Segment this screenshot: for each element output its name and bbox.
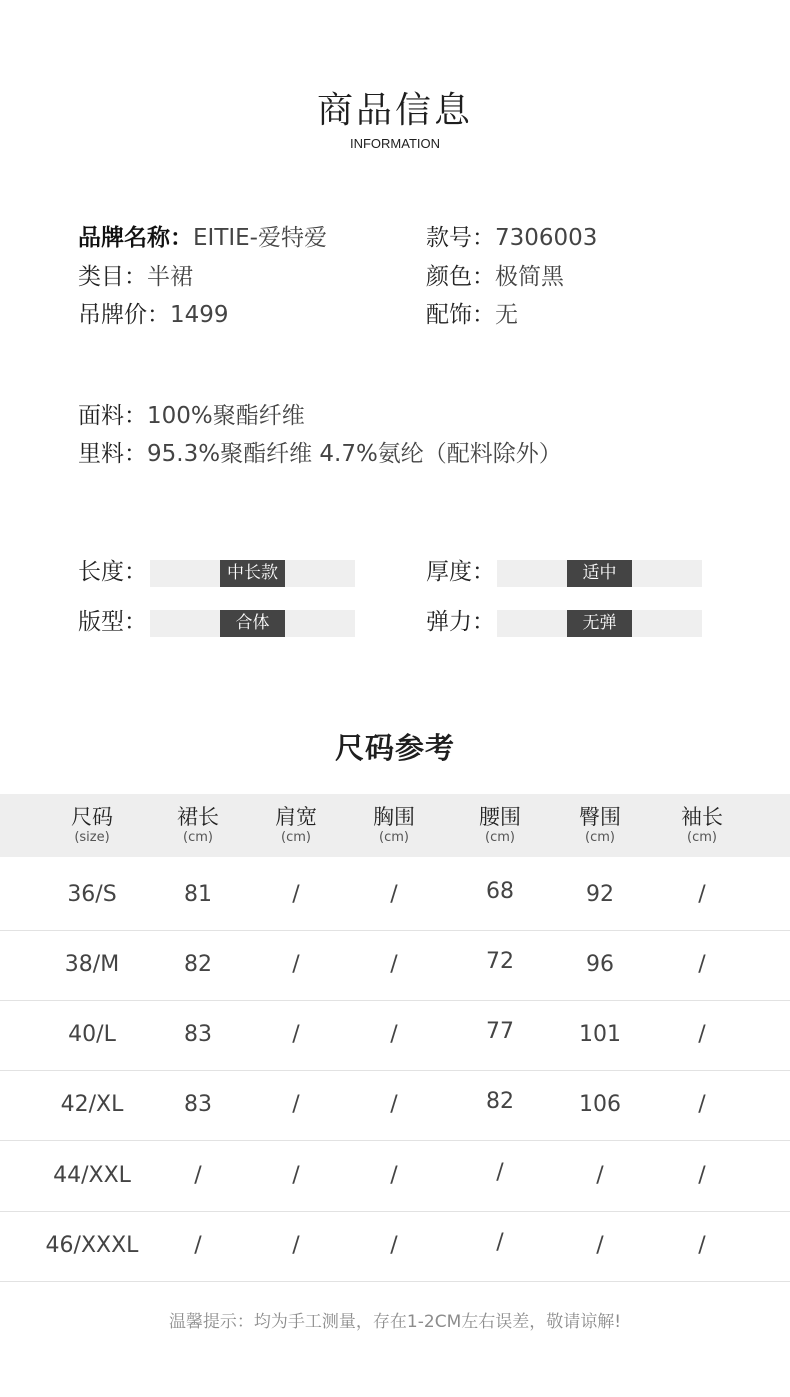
table-row — [0, 1140, 790, 1212]
table-cell: 81 — [184, 882, 212, 907]
col-bust — [344, 804, 444, 846]
lining-fabric-label: 里料： — [78, 441, 147, 467]
table-cell: 83 — [184, 1022, 212, 1047]
size-table-title: 尺码参考 — [334, 731, 455, 765]
col-size — [42, 804, 142, 846]
col-header-unit: (cm) — [585, 830, 615, 845]
table-cell: 77 — [486, 1019, 514, 1044]
size-table-header — [0, 794, 790, 857]
table-cell: / — [596, 1163, 604, 1188]
table-cell: / — [698, 1233, 706, 1258]
col-header-label: 胸围 — [373, 805, 415, 829]
col-hip — [550, 804, 650, 846]
elasticity-tag: 无弹 — [567, 610, 632, 637]
table-cell: 92 — [586, 882, 614, 907]
section-title: 商品信息 — [316, 90, 473, 131]
table-cell: / — [390, 1233, 398, 1258]
table-cell: / — [292, 952, 300, 977]
price-row — [78, 300, 229, 330]
elasticity-label: 弹力： — [426, 609, 495, 635]
table-cell: / — [390, 1092, 398, 1117]
price-label: 吊牌价： — [78, 302, 170, 328]
table-cell: 83 — [184, 1092, 212, 1117]
section-subtitle: INFORMATION — [349, 136, 441, 151]
style-no-value: 7306003 — [495, 225, 598, 251]
table-cell: 101 — [579, 1022, 621, 1047]
col-skirt-length — [148, 804, 248, 846]
table-cell: / — [390, 952, 398, 977]
col-header-label: 臀围 — [579, 805, 621, 829]
length-scale — [150, 560, 355, 587]
col-header-unit: (cm) — [687, 830, 717, 845]
table-row — [0, 929, 790, 1001]
fit-label: 版型： — [78, 609, 147, 635]
col-header-label: 肩宽 — [275, 805, 317, 829]
table-cell: / — [292, 1163, 300, 1188]
col-header-unit: (size) — [74, 830, 110, 845]
measurement-note: 温馨提示：均为手工测量，存在1-2CM左右误差，敬请谅解! — [168, 1312, 622, 1332]
table-cell: / — [292, 1022, 300, 1047]
table-cell: / — [390, 882, 398, 907]
shell-fabric-row — [78, 401, 305, 431]
col-header-unit: (cm) — [281, 830, 311, 845]
table-row — [0, 1069, 790, 1141]
col-header-unit: (cm) — [183, 830, 213, 845]
thickness-tag: 适中 — [567, 560, 632, 587]
table-cell: 44/XXL — [53, 1163, 131, 1188]
table-cell: / — [194, 1233, 202, 1258]
length-label: 长度： — [78, 559, 147, 585]
accessory-value: 无 — [495, 302, 518, 328]
table-cell: / — [390, 1163, 398, 1188]
table-cell: / — [390, 1022, 398, 1047]
section-header — [0, 88, 790, 152]
lining-fabric-row — [78, 439, 562, 469]
table-cell: 42/XL — [60, 1092, 124, 1117]
table-row — [0, 1210, 790, 1282]
color-label: 颜色： — [426, 264, 495, 290]
brand-value: EITIE-爱特爱 — [193, 225, 327, 251]
table-cell: / — [698, 1092, 706, 1117]
price-value: 1499 — [170, 302, 229, 328]
col-header-label: 袖长 — [681, 805, 723, 829]
length-tag: 中长款 — [220, 560, 285, 587]
lining-fabric-value: 95.3%聚酯纤维 4.7%氨纶（配料除外） — [147, 441, 562, 467]
category-label: 类目： — [78, 264, 147, 290]
fit-scale — [150, 610, 355, 637]
table-cell: / — [698, 952, 706, 977]
col-header-unit: (cm) — [379, 830, 409, 845]
table-cell: 82 — [184, 952, 212, 977]
table-row — [0, 859, 790, 931]
accessory-row — [426, 300, 518, 330]
brand-label: 品牌名称： — [78, 225, 193, 251]
thickness-label: 厚度： — [426, 559, 495, 585]
style-no-row — [426, 223, 597, 253]
table-row — [0, 999, 790, 1071]
col-waist — [450, 804, 550, 846]
table-cell: / — [698, 1022, 706, 1047]
col-header-label: 尺码 — [71, 805, 113, 829]
fit-tag: 合体 — [220, 610, 285, 637]
table-cell: 46/XXXL — [45, 1233, 139, 1258]
table-cell: / — [698, 1163, 706, 1188]
col-header-label: 腰围 — [479, 805, 521, 829]
table-cell: / — [292, 1233, 300, 1258]
table-cell: / — [292, 882, 300, 907]
table-cell: 106 — [579, 1092, 621, 1117]
col-shoulder — [246, 804, 346, 846]
shell-fabric-label: 面料： — [78, 403, 147, 429]
table-cell: 72 — [486, 949, 514, 974]
col-sleeve — [652, 804, 752, 846]
category-value: 半裙 — [147, 264, 193, 290]
shell-fabric-value: 100%聚酯纤维 — [147, 403, 305, 429]
table-cell: / — [496, 1230, 504, 1255]
col-header-unit: (cm) — [485, 830, 515, 845]
table-cell: 82 — [486, 1089, 514, 1114]
table-cell: / — [698, 882, 706, 907]
brand-row — [78, 223, 327, 253]
accessory-label: 配饰： — [426, 302, 495, 328]
style-no-label: 款号： — [426, 225, 495, 251]
thickness-scale — [497, 560, 702, 587]
category-row — [78, 262, 193, 292]
table-cell: 40/L — [68, 1022, 116, 1047]
table-cell: 96 — [586, 952, 614, 977]
table-cell: / — [596, 1233, 604, 1258]
color-row — [426, 262, 564, 292]
table-cell: / — [194, 1163, 202, 1188]
color-value: 极简黑 — [495, 264, 564, 290]
table-cell: / — [496, 1160, 504, 1185]
table-cell: / — [292, 1092, 300, 1117]
table-cell: 36/S — [67, 882, 117, 907]
table-cell: 68 — [486, 879, 514, 904]
col-header-label: 裙长 — [177, 805, 219, 829]
elasticity-scale — [497, 610, 702, 637]
table-cell: 38/M — [64, 952, 120, 977]
